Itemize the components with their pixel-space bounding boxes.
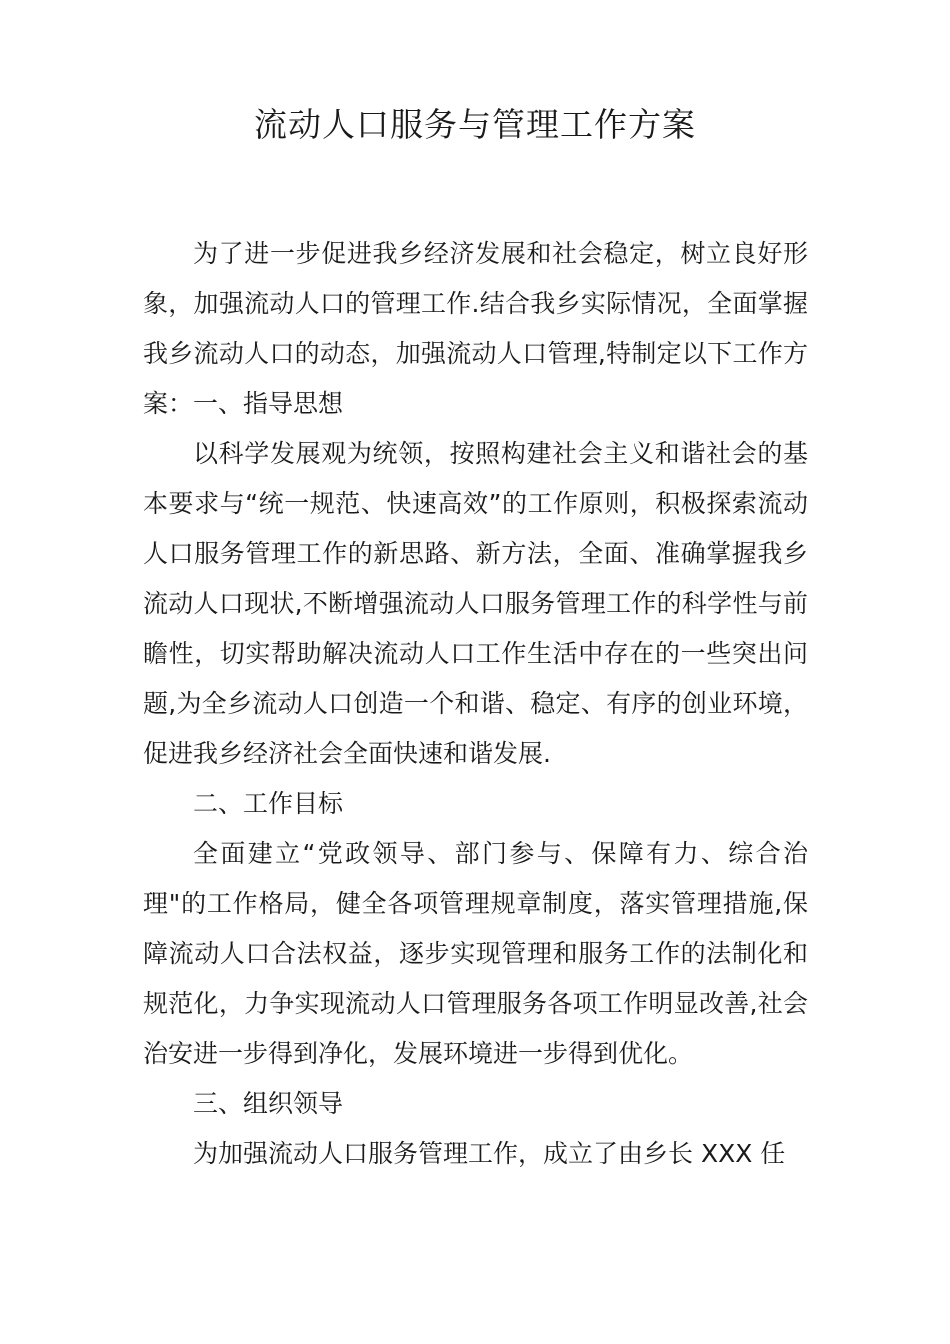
paragraph-work-goals: 全面建立“党政领导、部门参与、保障有力、综合治理"的工作格局，健全各项管理规章制度，落实管理措施,保障流动人口合法权益，逐步实现管理和服务工作的法制化和规范化，力争实现流动人口管理服务各项工作明显改善,社会治安进一步得到净化，发展环境进一步得到优化。 xyxy=(143,839,808,1068)
heading-work-goals: 二、工作目标 xyxy=(193,789,344,818)
paragraph-intro: 为了进一步促进我乡经济发展和社会稳定，树立良好形象，加强流动人口的管理工作.结合我乡实际情况，全面掌握我乡流动人口的动态，加强流动人口管理,特制定以下工作方案：一、指导思想 xyxy=(143,239,808,418)
document-body xyxy=(143,229,808,1179)
paragraph-organization-leadership: 为加强流动人口服务管理工作，成立了由乡长 XXX 任 xyxy=(193,1139,786,1168)
paragraph-guiding-principles: 以科学发展观为统领，按照构建社会主义和谐社会的基本要求与“统一规范、快速高效”的工作原则，积极探索流动人口服务管理工作的新思路、新方法，全面、准确掌握我乡流动人口现状,不断增强流动人口服务管理工作的科学性与前瞻性，切实帮助解决流动人口工作生活中存在的一些突出问题,为全乡流动人口创造一个和谐、稳定、有序的创业环境，促进我乡经济社会全面快速和谐发展. xyxy=(143,439,808,768)
heading-organization-leadership: 三、组织领导 xyxy=(193,1089,344,1118)
document-title: 流动人口服务与管理工作方案 xyxy=(254,105,696,144)
